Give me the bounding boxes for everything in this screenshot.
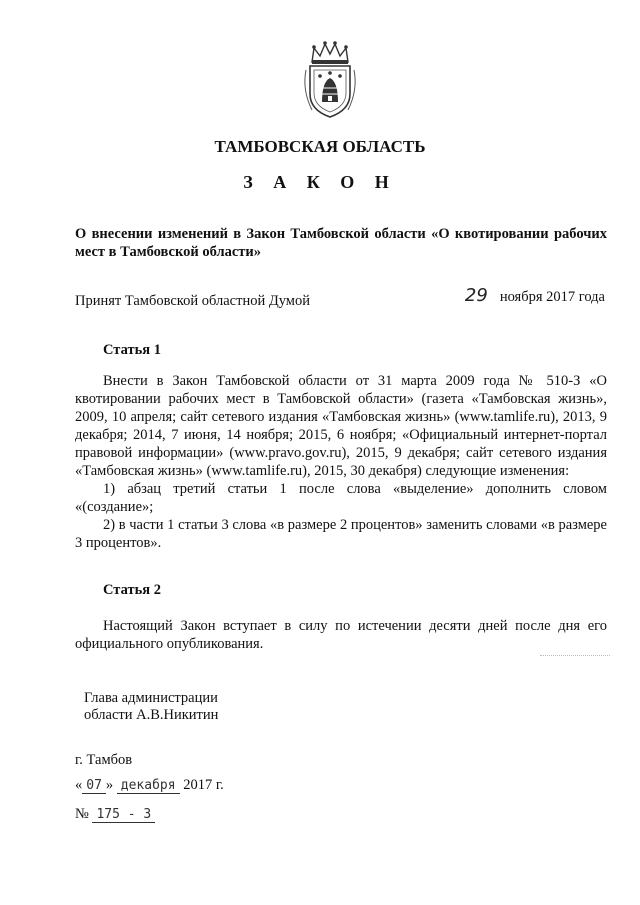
quote-open: « (75, 777, 83, 793)
article-2-heading: Статья 2 (103, 582, 161, 598)
law-number-line (75, 806, 155, 823)
law-title: О внесении изменений в Закон Тамбовской области «О квотировании рабочих мест в Тамбовской области» (75, 226, 607, 260)
adoption-date (465, 285, 605, 306)
article-1-body (75, 372, 607, 552)
city-line: г. Тамбов (75, 752, 133, 768)
signing-date (75, 777, 224, 794)
signing-month: декабря (117, 778, 180, 794)
article-1-item-2: 2) в части 1 статьи 3 слова «в размере 2 процентов» заменить словами «в размере 3 процентов». (75, 517, 607, 551)
region-heading: ТАМБОВСКАЯ ОБЛАСТЬ (214, 137, 426, 156)
adoption-month-year: ноября 2017 года (499, 289, 605, 305)
article-2-paragraph: Настоящий Закон вступает в силу по истечении десяти дней после дня его официального опубликования. (75, 618, 607, 652)
signing-day: 07 (82, 778, 106, 794)
article-1-item-1: 1) абзац третий статьи 1 после слова «выделение» дополнить словом «(создание»; (75, 481, 607, 515)
signatory-name: области А.В.Никитин (84, 707, 219, 723)
adoption-day-handwritten: 29 (464, 285, 488, 306)
law-number: 175 - 3 (92, 807, 155, 823)
article-1-paragraph: Внести в Закон Тамбовской области от 31 марта 2009 года № 510-З «О квотировании рабочих мест в Тамбовской области» (газета «Тамбовская жизнь», 2009, 10 апреля; сайт сетевого издания «Тамбовская жизнь» (www.tamlife.ru), 2013, 9 декабря; 2014, 7 июня, 14 ноября; 2015, 6 ноября; «Официальный интернет-портал правовой информации» (www.pravo.gov.ru), 2015, 9 декабря; сайт сетевого издания «Тамбовская жизнь» (www.tamlife.ru), 2015, 30 декабря) следующие изменения: (75, 373, 607, 479)
coat-of-arms-emblem (300, 40, 360, 120)
signing-year: 2017 г. (183, 777, 224, 793)
quote-close: » (105, 777, 114, 793)
faint-dotted-mark (540, 655, 610, 656)
tambov-coat-of-arms-icon (300, 40, 360, 120)
article-1-heading: Статья 1 (103, 342, 161, 358)
document-type-heading: З А К О Н (243, 172, 397, 192)
adoption-statement: Принят Тамбовской областной Думой (75, 293, 310, 309)
signature-block (84, 690, 218, 724)
article-2-body (75, 617, 607, 653)
signatory-title: Глава администрации (84, 690, 218, 706)
number-label: № (75, 806, 89, 822)
